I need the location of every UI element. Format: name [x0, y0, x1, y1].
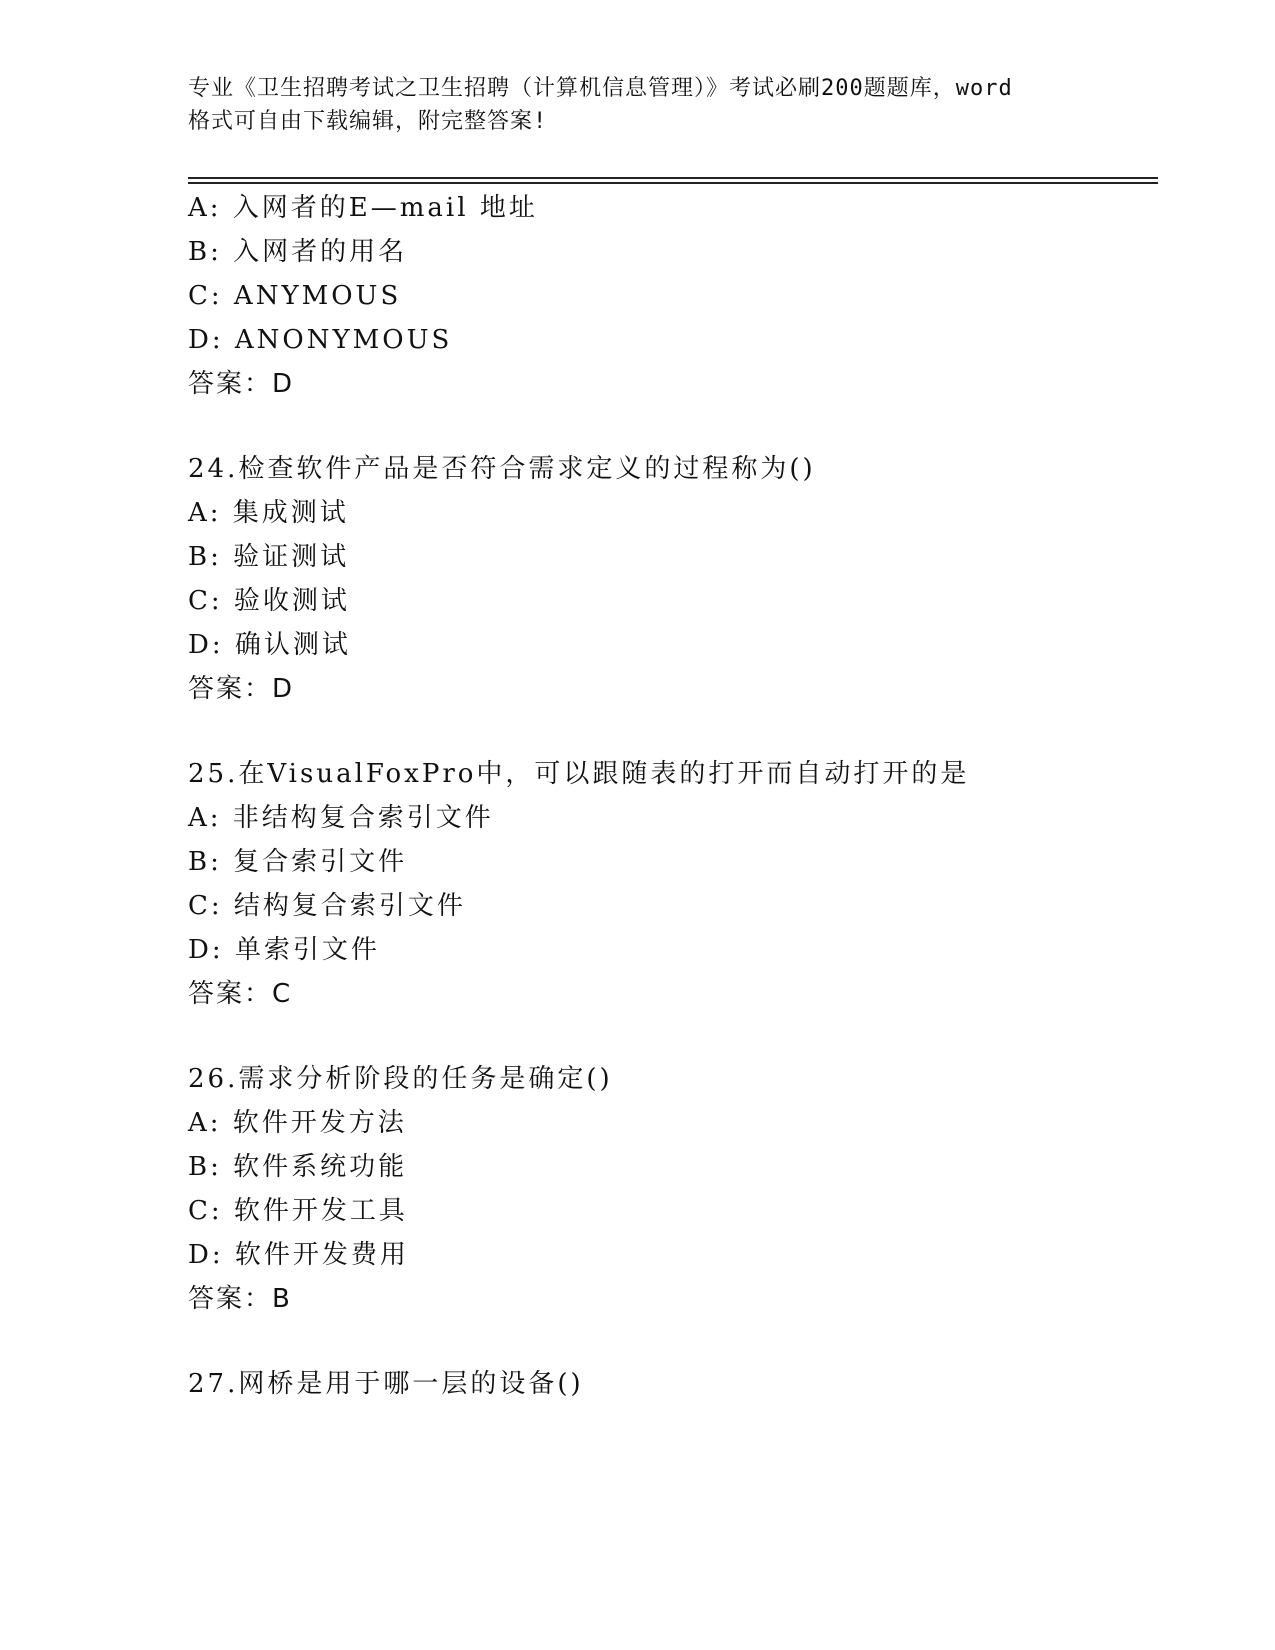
q24-option-a: A: 集成测试 [188, 498, 349, 528]
q25-option-d: D: 单索引文件 [188, 935, 380, 965]
q25-option-c: C: 结构复合索引文件 [188, 891, 466, 921]
q25-option-a: A: 非结构复合索引文件 [188, 803, 494, 833]
document-header [188, 72, 1088, 138]
q23-option-b: B: 入网者的用名 [188, 237, 408, 267]
q24-answer: 答案：D [188, 674, 295, 704]
q24-option-c: C: 验收测试 [188, 586, 350, 616]
q24-question: 24.检查软件产品是否符合需求定义的过程称为() [188, 454, 816, 484]
q26-question: 26.需求分析阶段的任务是确定() [188, 1064, 613, 1094]
q23-answer: 答案：D [188, 369, 295, 399]
q23-option-c: C: ANYMOUS [188, 281, 402, 311]
q24-option-d: D: 确认测试 [188, 630, 351, 660]
q26-option-b: B: 软件系统功能 [188, 1152, 408, 1182]
header-divider-top [188, 177, 1158, 179]
header-title-line-2: 格式可自由下载编辑，附完整答案! [188, 109, 548, 134]
header-title-line-1: 专业《卫生招聘考试之卫生招聘（计算机信息管理）》考试必刷200题题库，word [188, 76, 1013, 101]
q25-answer: 答案：C [188, 979, 293, 1009]
q26-option-a: A: 软件开发方法 [188, 1108, 407, 1138]
q26-answer: 答案：B [188, 1284, 292, 1314]
q23-option-d: D: ANONYMOUS [188, 325, 453, 355]
q23-option-a: A: 入网者的E—mail 地址 [188, 193, 538, 223]
q25-question: 25.在VisualFoxPro中，可以跟随表的打开而自动打开的是 [188, 759, 970, 789]
q26-option-c: C: 软件开发工具 [188, 1196, 408, 1226]
header-divider-bottom [188, 182, 1158, 184]
q25-option-b: B: 复合索引文件 [188, 847, 408, 877]
q26-option-d: D: 软件开发费用 [188, 1240, 409, 1270]
q27-question: 27.网桥是用于哪一层的设备() [188, 1369, 584, 1399]
q24-option-b: B: 验证测试 [188, 542, 350, 572]
